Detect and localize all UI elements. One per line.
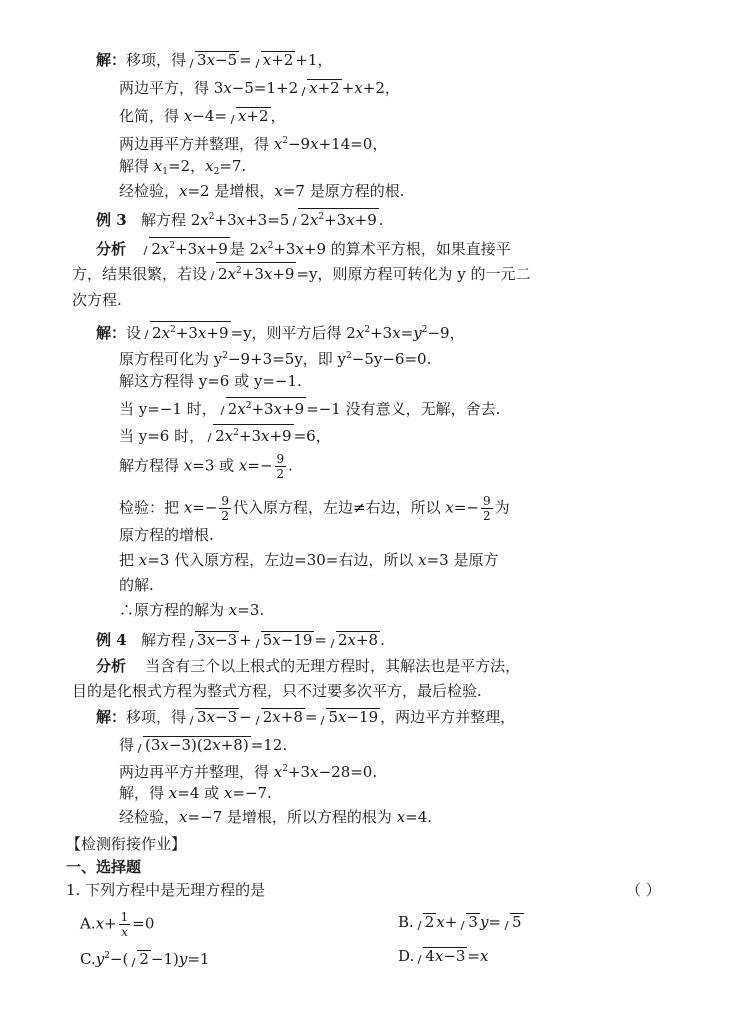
ex3-sol-2: 原方程可化为 $y^2-9+3=5y$，即 $y^2-5y-6=0$. bbox=[119, 350, 432, 368]
ex3-sol-11: ∴原方程的解为 x=3. bbox=[119, 601, 265, 619]
ex4-sol-5: 经检验，x=−7 是增根，所以方程的根为 x=4. bbox=[119, 808, 433, 826]
ex3-sol-10: 的解. bbox=[119, 576, 154, 594]
ex2-line-4: 两边再平方并整理，得 $x^2-9x+14=0$， bbox=[119, 135, 388, 153]
analysis-label: 分析 bbox=[96, 657, 127, 675]
ex3-sol-6: 解方程得 x=3 或 x=− $\frac{9}{2}$ . bbox=[119, 452, 293, 481]
ex3-sol-4: 当 y=−1 时， $2x^2+3x+9 =-1$ 没有意义，无解，舍去. bbox=[119, 397, 500, 419]
ex4-sol-2: 得 (3x−3)(2x+8) =12. bbox=[119, 736, 288, 754]
example-4-question: 例 4 解方程 3x−3 + 5x−19 = 2x+8 . bbox=[96, 631, 385, 649]
ex3-sol-1: 解：设 $2x^2+3x+9 =y$，则平方后得 $2x^2+3x=y^2-9$， bbox=[96, 320, 465, 343]
solution-label: 解： bbox=[96, 324, 127, 342]
section-heading: 一、选择题 bbox=[66, 858, 142, 876]
example-3-analysis-2: 方，结果很繁，若设 $2x^2+3x+9 =y$，则原方程可转化为 y 的一元二 bbox=[72, 262, 531, 284]
solution-label: 解： bbox=[96, 51, 127, 69]
option-d[interactable]: D. 4x−3 =x bbox=[398, 947, 489, 965]
ex4-sol-1: 解：移项，得 3x−3 − 2x+8 = 5x−19 ，两边平方并整理， bbox=[96, 708, 516, 726]
example-4-analysis-1: 分析 当含有三个以上根式的无理方程时，其解法也是平方法， bbox=[96, 657, 521, 675]
ex2-line-3: 化简，得 x−4= x+2 ， bbox=[119, 107, 286, 125]
ex2-line-1: 解：移项，得 3x−5 = x+2 +1， bbox=[96, 51, 333, 69]
solution-label: 解： bbox=[96, 708, 127, 726]
ex3-sol-5: 当 y=6 时， $2x^2+3x+9 =6$， bbox=[119, 424, 331, 446]
ex3-sol-7: 检验：把 x=− $\frac{9}{2}$ 代入原方程，左边≠右边，所以 x=− $\frac{9}{2}$ 为 bbox=[119, 494, 510, 523]
example-4-label: 例 4 bbox=[96, 631, 127, 649]
option-c[interactable]: $C.y^2-$( 2 −1)y=1 bbox=[80, 950, 210, 968]
option-b[interactable]: B. 2 x+ 3 y= 5 bbox=[398, 913, 522, 931]
ex4-sol-4: 解，得 x=4 或 x=−7. bbox=[119, 784, 272, 802]
ex2-line-5: 解得 $x_1=2$，$x_2=7$. bbox=[119, 157, 247, 177]
ex4-sol-3: 两边再平方并整理，得 $x^2+3x-28=0$. bbox=[119, 763, 378, 781]
example-3-analysis-1: 分析 $2x^2+3x+9$ 是 $2x^2+3x+9$ 的算术平方根，如果直接平 bbox=[96, 236, 511, 259]
analysis-label: 分析 bbox=[96, 240, 127, 258]
example-3-label: 例 3 bbox=[96, 211, 127, 229]
ex3-sol-8: 原方程的增根. bbox=[119, 526, 214, 544]
example-4-analysis-2: 目的是化根式方程为整式方程，只不过要多次平方，最后检验. bbox=[72, 682, 482, 700]
option-a[interactable]: A.x+ $\frac{1}{x}$ =0 bbox=[80, 910, 155, 939]
homework-header: 【检测衔接作业】 bbox=[66, 835, 187, 853]
question-1: 1. 下列方程中是无理方程的是 bbox=[66, 881, 266, 899]
ex3-sol-9: 把 x=3 代入原方程，左边=30=右边，所以 x=3 是原方 bbox=[119, 551, 499, 569]
ex2-line-6: 经检验，x=2 是增根，x=7 是原方程的根. bbox=[119, 182, 405, 200]
ex2-line-2: 两边平方，得 3x−5=1+2 x+2 +x+2， bbox=[119, 79, 400, 97]
answer-blank[interactable]: （ ） bbox=[626, 881, 661, 899]
example-3-question: 例 3 解方程 $2x^2+3x+3=5$ $2x^2+3x+9$ . bbox=[96, 207, 384, 230]
ex3-sol-3: 解这方程得 y=6 或 y=−1. bbox=[119, 372, 302, 390]
example-3-analysis-3: 次方程. bbox=[72, 291, 122, 309]
